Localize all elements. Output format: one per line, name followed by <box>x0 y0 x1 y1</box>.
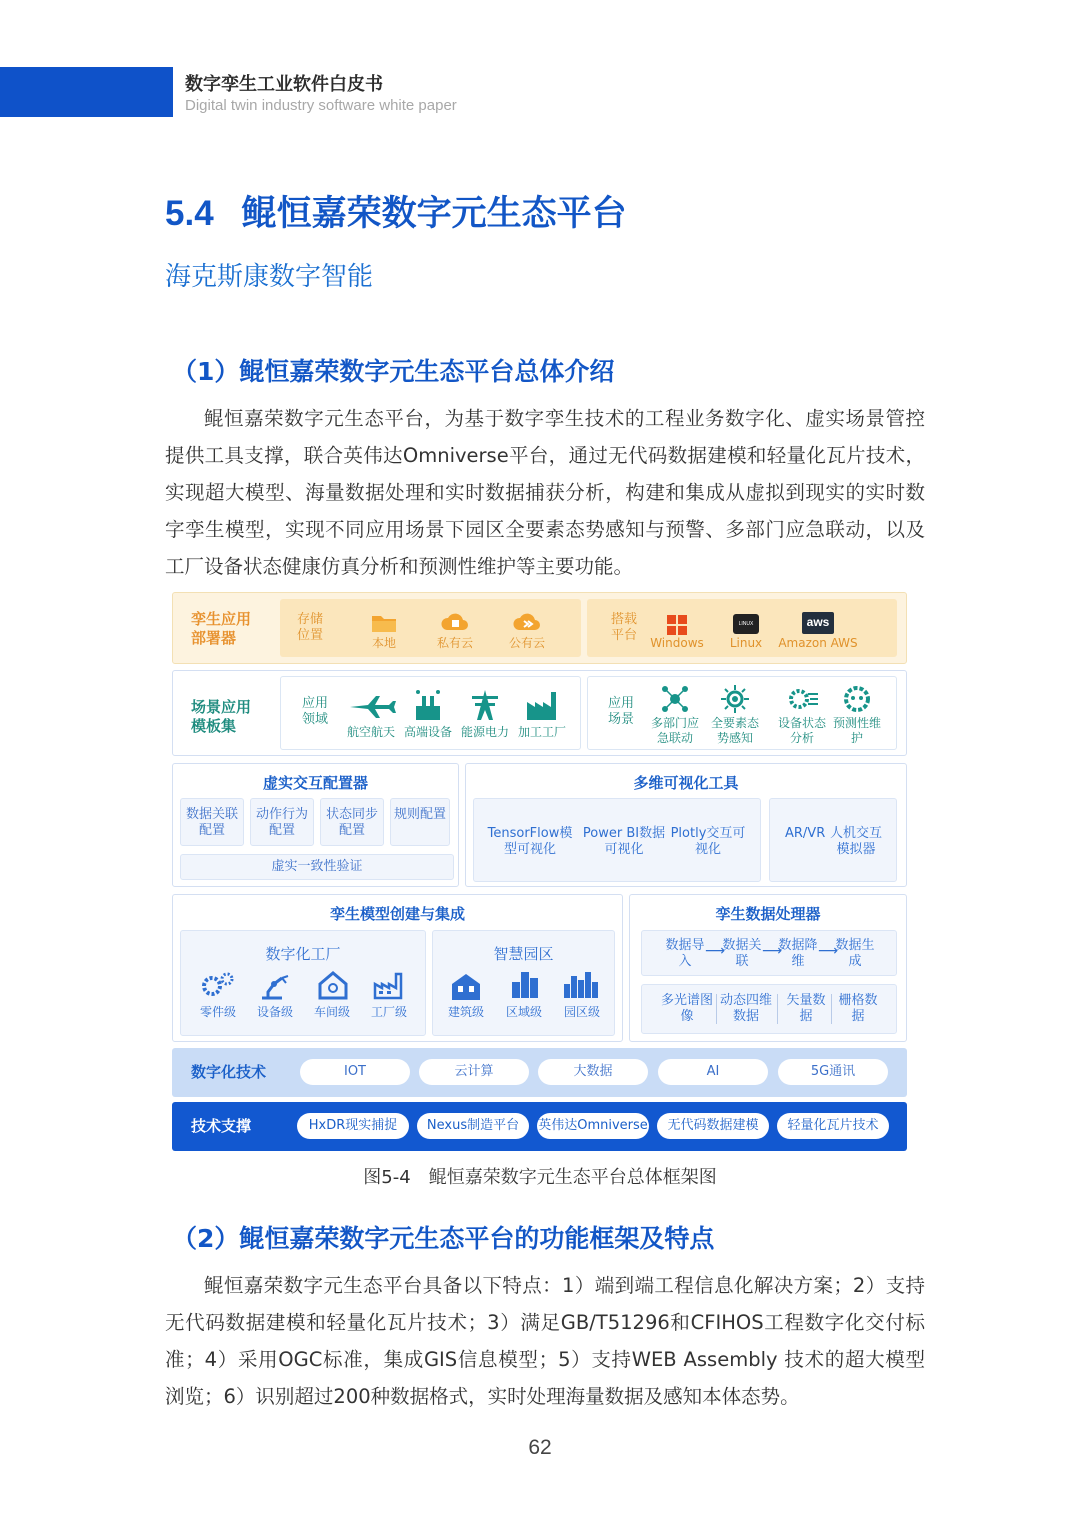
storage-item: 公有云 <box>508 636 545 650</box>
interaction-item: 规则配置 <box>390 798 450 846</box>
plant-icon <box>372 970 406 1000</box>
arrow-right-icon: ⟶ <box>761 943 783 959</box>
visual-title: 多维可视化工具 <box>633 774 739 792</box>
aws-icon: aws <box>802 612 834 634</box>
header-bar <box>0 67 173 117</box>
flow-step: 数据降维 <box>778 938 818 969</box>
divider <box>831 994 832 1024</box>
factory-icon <box>525 688 559 722</box>
digital-item: 大数据 <box>538 1059 648 1085</box>
support-item: Nexus制造平台 <box>417 1113 529 1139</box>
part1-paragraph: 鲲恒嘉荣数字元生态平台，为基于数字孪生技术的工程业务数字化、虚实场景管控提供工具支撑，联合英伟达Omniverse平台，通过无代码数据建模和轻量化瓦片技术，实现超大模型、海量数据处理和实时数据捕获分析，构建和集成从虚拟到现实的实时数字孪生模型，实现不同应用场景下园区全要素态势感知与预警、多部门应急联动，以及工厂设备状态健康仿真分析和预测性维护等主要功能。 <box>165 407 925 578</box>
park-title: 智慧园区 <box>493 945 554 963</box>
parts-gear-icon <box>200 970 236 1000</box>
data-type: 动态四维数据 <box>719 993 772 1024</box>
section-name: 鲲恒嘉荣数字元生态平台 <box>241 194 627 234</box>
part2-paragraph: 鲲恒嘉荣数字元生态平台具备以下特点：1）端到端工程信息化解决方案；2）支持无代码数据建模和轻量化瓦片技术；3）满足GB/T51296和CFIHOS工程数字化交付标准；4）采用OGC标准，集成GIS信息模型；5）支持WEB Assembly 技术的超大模型浏览；6）识别超过200种数据格式，实时处理海量数据及感知本体态势。 <box>165 1274 925 1408</box>
storage-label: 存储位置 <box>296 612 323 643</box>
platform-item: Linux <box>729 636 763 650</box>
sensor-icon <box>720 684 750 714</box>
factory-level: 零件级 <box>199 1005 236 1019</box>
robot-icon <box>842 684 872 714</box>
model-title: 孪生模型创建与集成 <box>329 905 465 923</box>
arrow-right-icon: ⟶ <box>817 943 839 959</box>
digital-item: 5G通讯 <box>778 1059 888 1085</box>
header-title: 数字孪生工业软件白皮书 <box>185 74 383 95</box>
support-item: 无代码数据建模 <box>657 1113 769 1139</box>
district-icon <box>508 970 540 1000</box>
park-level: 建筑级 <box>447 1005 484 1019</box>
scene-item: 多部门应急联动 <box>650 716 699 745</box>
factory-title: 数字化工厂 <box>265 945 341 963</box>
section-number: 5.4 <box>165 194 214 233</box>
deployer-label: 孪生应用部署器 <box>191 610 252 647</box>
factory-level: 设备级 <box>256 1005 293 1019</box>
workshop-icon <box>316 970 350 1000</box>
private-cloud-icon <box>440 610 470 634</box>
platform-item: Windows <box>650 636 704 650</box>
campus-icon <box>562 970 602 1000</box>
header-subtitle: Digital twin industry software white paper <box>185 97 457 114</box>
page-number: 62 <box>528 1436 552 1459</box>
section-title <box>165 186 627 236</box>
park-level: 园区级 <box>563 1005 600 1019</box>
equipment-icon <box>412 688 444 722</box>
scene-item: 全要素态势感知 <box>710 716 759 745</box>
support-item: HxDR现实捕捉 <box>297 1113 409 1139</box>
interaction-bottom: 虚实一致性验证 <box>180 854 454 880</box>
domain-item: 航空航天 <box>346 725 395 739</box>
interaction-title: 虚实交互配置器 <box>262 774 368 792</box>
scene-item: 预测性维护 <box>832 716 881 745</box>
platform-label: 搭载平台 <box>610 612 637 643</box>
interaction-item: 数据关联配置 <box>180 798 244 846</box>
visual-extra: 人机交互模拟器 <box>829 826 882 857</box>
domain-item: 加工工厂 <box>517 725 566 739</box>
part1-heading: （1）鲲恒嘉荣数字元生态平台总体介绍 <box>172 357 615 386</box>
domain-item: 高端设备 <box>403 725 452 739</box>
support-label: 技术支撑 <box>191 1117 252 1135</box>
power-tower-icon <box>468 688 502 722</box>
templates-label: 场景应用模板集 <box>191 698 252 735</box>
digital-item: IOT <box>300 1059 410 1085</box>
framework-figure <box>172 592 907 1152</box>
data-type: 栅格数据 <box>838 993 878 1024</box>
folder-icon <box>370 612 398 634</box>
robot-arm-icon <box>258 970 292 1000</box>
scene-label: 应用场景 <box>607 696 634 727</box>
processor-title: 孪生数据处理器 <box>715 905 821 923</box>
flow-step: 数据生成 <box>835 938 875 969</box>
digital-item: AI <box>658 1059 768 1085</box>
visual-tool: TensorFlow模型可视化 <box>487 826 573 857</box>
airplane-icon <box>348 694 396 720</box>
building-icon <box>450 972 482 1000</box>
company-name: 海克斯康数字智能 <box>165 262 374 292</box>
divider <box>716 994 717 1024</box>
park-level: 区域级 <box>505 1005 542 1019</box>
divider <box>777 994 778 1024</box>
visual-extra: AR/VR <box>785 826 826 841</box>
digital-item: 云计算 <box>419 1059 529 1085</box>
domain-item: 能源电力 <box>460 725 509 739</box>
part2-heading: （2）鲲恒嘉荣数字元生态平台的功能框架及特点 <box>172 1224 715 1253</box>
arrow-right-icon: ⟶ <box>704 943 726 959</box>
factory-level: 工厂级 <box>370 1005 407 1019</box>
visual-tool: Plotly交互可视化 <box>670 826 746 857</box>
network-icon <box>660 684 690 714</box>
platform-item: Amazon AWS <box>778 636 858 650</box>
scene-item: 设备状态分析 <box>777 716 826 745</box>
data-type: 矢量数据 <box>786 993 826 1024</box>
gear-analysis-icon <box>786 684 820 714</box>
factory-level: 车间级 <box>313 1005 350 1019</box>
digital-label: 数字化技术 <box>191 1063 267 1081</box>
windows-icon <box>666 614 688 636</box>
flow-step: 数据导入 <box>665 938 705 969</box>
figure-caption: 图5-4 鲲恒嘉荣数字元生态平台总体框架图 <box>363 1167 717 1188</box>
linux-icon: LINUX <box>733 614 759 634</box>
support-item: 英伟达Omniverse <box>537 1113 649 1139</box>
data-type: 多光谱图像 <box>661 993 714 1024</box>
support-item: 轻量化瓦片技术 <box>777 1113 889 1139</box>
storage-item: 本地 <box>371 636 396 650</box>
public-cloud-icon <box>512 610 542 634</box>
storage-item: 私有云 <box>436 636 473 650</box>
flow-step: 数据关联 <box>722 938 762 969</box>
interaction-item: 状态同步配置 <box>320 798 384 846</box>
visual-tool: Power BI数据可视化 <box>582 826 666 857</box>
domain-label: 应用领域 <box>301 696 328 727</box>
interaction-item: 动作行为配置 <box>250 798 314 846</box>
